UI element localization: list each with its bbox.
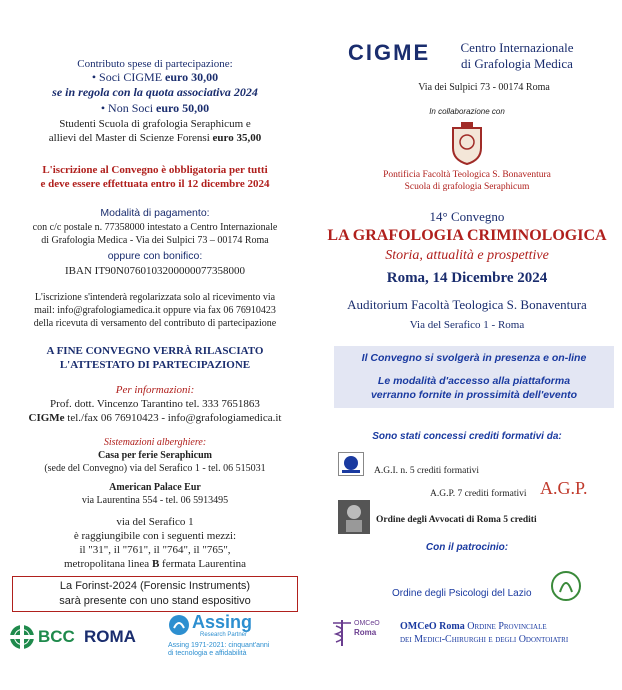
assing-tagline-1: Assing 1971-2021: cinquant'anni [168, 642, 270, 649]
attestato-1: A FINE CONVEGNO VERRÀ RILASCIATO [46, 345, 264, 357]
left-panel [0, 0, 310, 690]
via-line-3: metropolitana linea B fermata Laurentina [63, 558, 247, 570]
payment-line-2: di Grafologia Medica - Via dei Sulpici 73 – 00174 Roma [41, 235, 269, 246]
assing-text: Assing [192, 612, 253, 632]
org-name: Centro Internazionale di Grafologia Medica [460, 40, 574, 71]
venue: Auditorium Facoltà Teologica S. Bonaventura [347, 297, 587, 312]
assing-sub: Research Partner [200, 632, 248, 638]
payment-iban: IBAN IT90N0760103200000077358000 [65, 265, 245, 277]
hotel-1-name: Casa per ferie Seraphicum [98, 450, 212, 461]
online-line-3: verranno fornite in prossimità dell'evento [370, 389, 578, 401]
agi-logo [338, 452, 364, 476]
fee-studenti-1: Studenti Scuola di grafologia Seraphicum e [59, 118, 251, 130]
omceo-logo-text-1: OMCeO [354, 620, 380, 627]
info-line-2: CIGMe tel./fax 06 76910423 - info@grafologiamedica.it [28, 412, 282, 424]
payment-title: Modalità di pagamento: [100, 207, 210, 219]
convegno-number: 14° Convegno [429, 209, 505, 224]
venue-address: Via del Serafico 1 - Roma [409, 319, 525, 331]
hotel-2-address: via Laurentina 554 - tel. 06 5913495 [81, 495, 229, 506]
online-line-2: Le modalità d'accesso alla piattaforma [377, 375, 571, 387]
assing-tagline-2: di tecnologia e affidabilità [168, 650, 247, 657]
cigme-logo: CIGME [348, 40, 431, 65]
avvocati-icon [338, 500, 370, 534]
bcc-roma-logo [10, 624, 150, 650]
assing-icon [168, 614, 190, 636]
convegno-subtitle: Storia, attualità e prospettive [385, 248, 549, 263]
avvocati-credits: Ordine degli Avvocati di Roma 5 crediti [376, 515, 537, 525]
collab-label: In collaborazione con [429, 107, 505, 116]
hotel-title: Sistemazioni alberghiere: [103, 437, 207, 448]
hotel-1-address: (sede del Convegno) via del Serafico 1 - tel. 06 515031 [44, 463, 266, 474]
pontificia-1: Pontificia Facoltà Teologica S. Bonaventura [383, 170, 551, 180]
bcc-icon [10, 625, 34, 649]
fee-title: Contributo spese di partecipazione: [77, 58, 233, 70]
reg-line-3: della ricevuta di versamento del contributo di partecipazione [33, 318, 277, 329]
right-panel [312, 0, 622, 690]
online-line-1: Il Convegno si svolgerà in presenza e on-line [361, 352, 587, 364]
iscrizione-1: L'iscrizione al Convegno è obbligatoria per tutti [42, 164, 268, 176]
reg-line-2: mail: info@grafologiamedica.it oppure via fax 06 76910423 [34, 305, 276, 316]
patrocinio-title: Con il patrocinio: [425, 542, 509, 553]
cigme-address: Via dei Sulpici 73 - 00174 Roma [418, 82, 550, 93]
agi-icon [339, 453, 363, 475]
reg-line-1: L'iscrizione s'intenderà regolarizzata solo al ricevimento via [34, 292, 276, 303]
crediti-title: Sono stati concessi crediti formativi da: [372, 431, 562, 442]
omceo-logo [330, 618, 384, 650]
omceo-caduceus-icon [330, 618, 354, 648]
hotel-2-name: American Palace Eur [109, 482, 201, 493]
agp-logo: A.G.P. [540, 478, 588, 498]
forinst-line-1: La Forinst-2024 (Forensic Instruments) [59, 580, 251, 592]
bcc-text: BCC [38, 627, 75, 646]
psicologi-label: Ordine degli Psicologi del Lazio [392, 588, 532, 599]
agi-credits: A.G.I. n. 5 crediti formativi [374, 466, 480, 476]
convegno-title: LA GRAFOLOGIA CRIMINOLOGICA [327, 227, 607, 244]
iscrizione-2: e deve essere effettuata entro il 12 dicembre 2024 [40, 178, 270, 190]
fee-studenti-2: allievi del Master di Scienze Forensi euro 35,00 [48, 132, 262, 144]
via-line-2: il "31", il "761", il "764", il "765", [79, 544, 231, 556]
psicologi-logo-icon [550, 570, 582, 602]
fee-nonsoci: • Non Soci euro 50,00 [100, 101, 210, 115]
avvocati-logo [338, 500, 370, 534]
omceo-logo-text-2: Roma [354, 628, 377, 637]
forinst-box [12, 576, 298, 612]
fee-soci: • Soci CIGME euro 30,00 [91, 70, 219, 84]
info-line-1: Prof. dott. Vincenzo Tarantino tel. 333 7651863 [50, 398, 260, 410]
payment-line-1: con c/c postale n. 77358000 intestato a Centro Internazionale [32, 222, 278, 233]
attestato-2: L'ATTESTATO DI PARTECIPAZIONE [59, 359, 251, 371]
roma-text: ROMA [84, 627, 136, 646]
pontificia-crest-icon [449, 122, 485, 166]
omceo-text: OMCeO Roma Ordine Provinciale dei Medici-Chirurghi e degli Odontoiatri [400, 621, 569, 645]
fee-regola: se in regola con la quota associativa 2024 [52, 85, 258, 99]
forinst-line-2: sarà presente con uno stand espositivo [59, 595, 251, 607]
info-title: Per informazioni: [115, 384, 195, 396]
via-title: via del Serafico 1 [116, 516, 194, 528]
via-line-1: è raggiungibile con i seguenti mezzi: [73, 530, 237, 542]
pontificia-2: Scuola di grafologia Seraphicum [404, 182, 530, 192]
agp-credits: A.G.P. 7 crediti formativi [430, 489, 527, 499]
payment-oppure: oppure con bonifico: [107, 250, 203, 262]
convegno-date: Roma, 14 Dicembre 2024 [386, 270, 548, 286]
assing-logo [168, 612, 278, 668]
online-info-box [334, 346, 614, 408]
